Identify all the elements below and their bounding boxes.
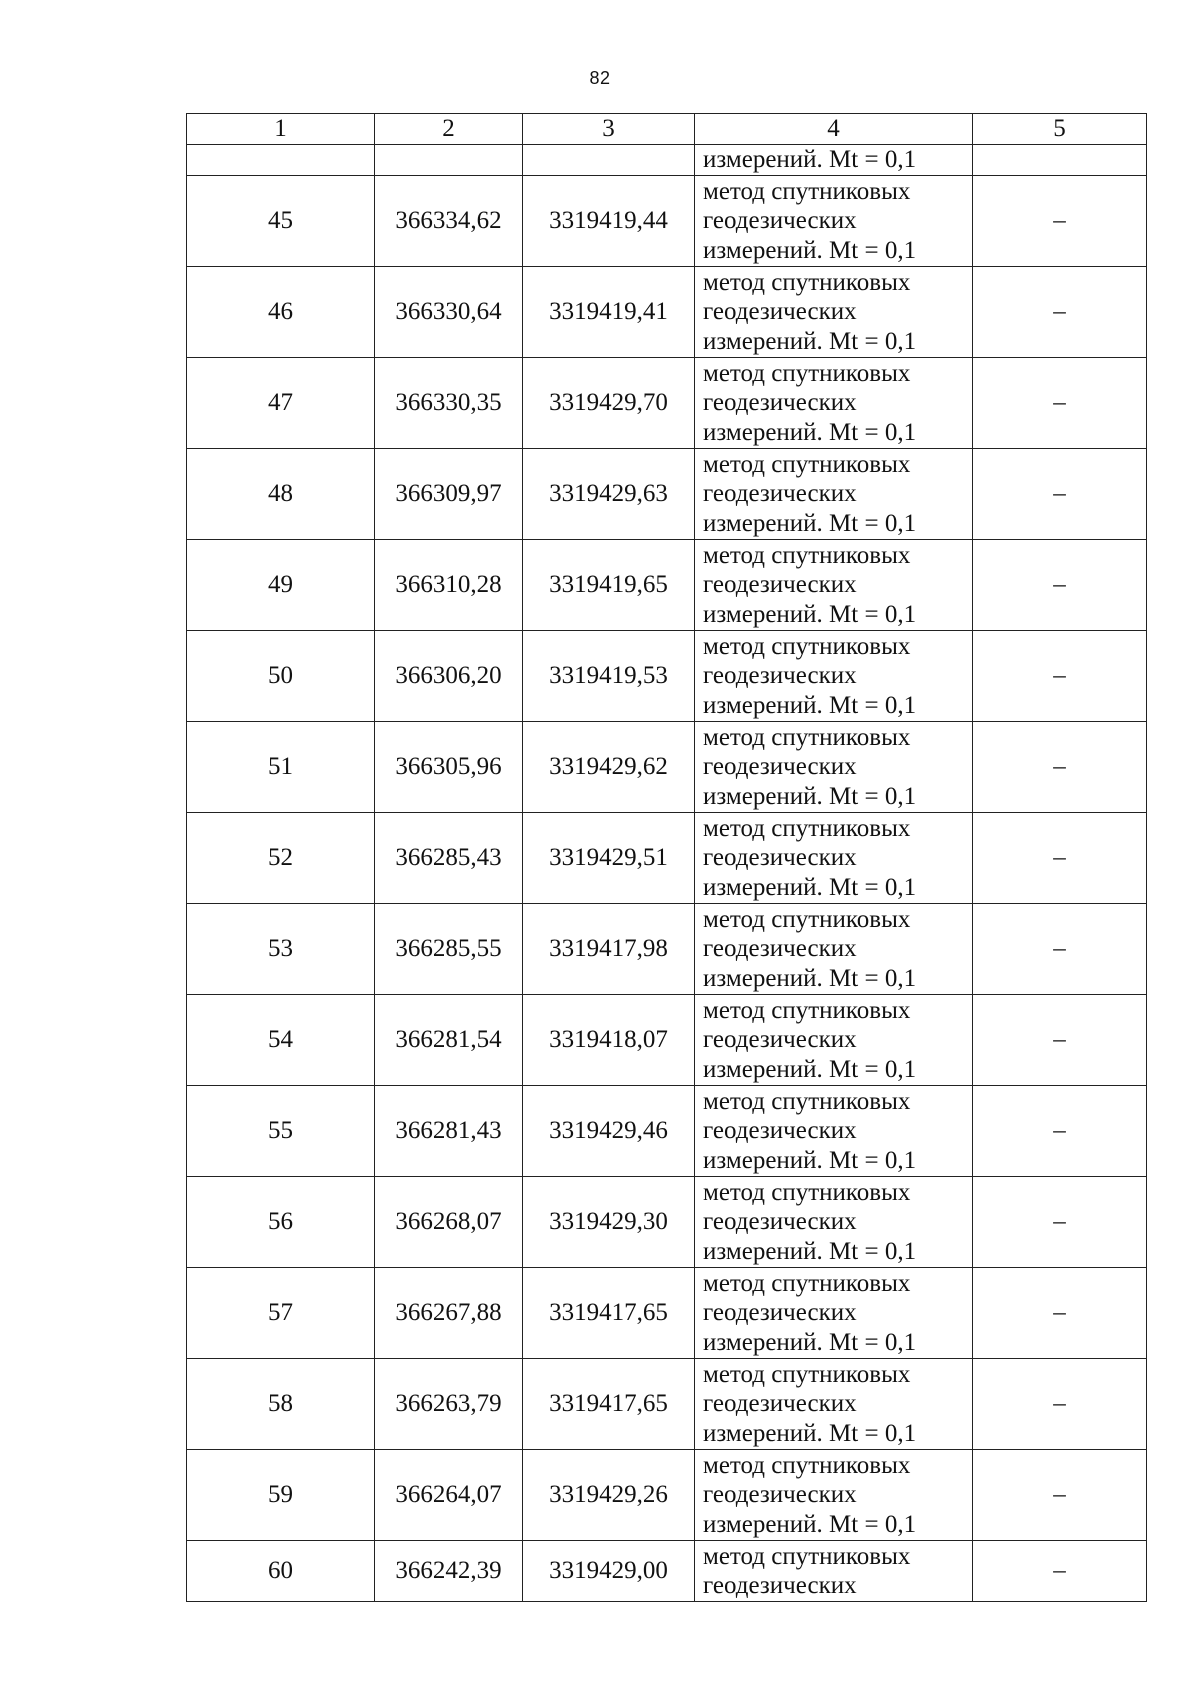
table-row: [187, 904, 1147, 995]
method-line: измерений. Mt = 0,1: [703, 509, 917, 537]
point-number: 52: [187, 813, 375, 904]
coord-x: 366309,97: [375, 449, 523, 540]
coord-y: 3319419,65: [523, 540, 695, 631]
coord-y: 3319429,51: [523, 813, 695, 904]
method-cell: [695, 813, 973, 904]
coord-y: 3319429,00: [523, 1541, 695, 1602]
method-cell: [695, 722, 973, 813]
method-line: геодезических: [703, 1208, 857, 1236]
table-row: [187, 1268, 1147, 1359]
method-cell: [695, 1086, 973, 1177]
note-cell: –: [973, 1359, 1147, 1450]
method-line: измерений. Mt = 0,1: [703, 1237, 917, 1265]
method-line: метод спутниковых: [703, 632, 911, 660]
cont-cell-2: [375, 145, 523, 176]
method-line: метод спутниковых: [703, 905, 911, 933]
coord-y: 3319417,98: [523, 904, 695, 995]
header-cell-5: 5: [973, 114, 1147, 145]
point-number: 53: [187, 904, 375, 995]
method-cell: [695, 631, 973, 722]
method-line: метод спутниковых: [703, 450, 911, 478]
method-line: метод спутниковых: [703, 177, 911, 205]
table-row: [187, 813, 1147, 904]
coord-y: 3319429,63: [523, 449, 695, 540]
header-cell-4: 4: [695, 114, 973, 145]
method-line: геодезических: [703, 844, 857, 872]
method-cell: [695, 1177, 973, 1268]
method-line: геодезических: [703, 298, 857, 326]
coord-x: 366334,62: [375, 176, 523, 267]
coord-x: 366263,79: [375, 1359, 523, 1450]
method-line: метод спутниковых: [703, 1451, 911, 1479]
method-line: метод спутниковых: [703, 1360, 911, 1388]
method-line: измерений. Mt = 0,1: [703, 1055, 917, 1083]
point-number: 56: [187, 1177, 375, 1268]
cont-cell-1: [187, 145, 375, 176]
method-line: геодезических: [703, 1572, 857, 1599]
point-number: 57: [187, 1268, 375, 1359]
cont-cell-5: [973, 145, 1147, 176]
coord-x: 366310,28: [375, 540, 523, 631]
point-number: 45: [187, 176, 375, 267]
point-number: 59: [187, 1450, 375, 1541]
coord-y: 3319419,41: [523, 267, 695, 358]
method-line: измерений. Mt = 0,1: [703, 1146, 917, 1174]
table-row: [187, 722, 1147, 813]
table-row: [187, 631, 1147, 722]
method-line: геодезических: [703, 571, 857, 599]
header-cell-3: 3: [523, 114, 695, 145]
coord-x: 366264,07: [375, 1450, 523, 1541]
method-line: геодезических: [703, 1481, 857, 1509]
table-row: [187, 995, 1147, 1086]
method-line: метод спутниковых: [703, 268, 911, 296]
coord-y: 3319419,53: [523, 631, 695, 722]
point-number: 54: [187, 995, 375, 1086]
point-number: 46: [187, 267, 375, 358]
note-cell: –: [973, 995, 1147, 1086]
coord-y: 3319429,26: [523, 1450, 695, 1541]
note-cell: –: [973, 631, 1147, 722]
method-cell: [695, 267, 973, 358]
point-number: 55: [187, 1086, 375, 1177]
method-cell: [695, 540, 973, 631]
method-line: метод спутниковых: [703, 1542, 911, 1570]
method-line: метод спутниковых: [703, 359, 911, 387]
coord-x: 366281,54: [375, 995, 523, 1086]
coord-y: 3319417,65: [523, 1359, 695, 1450]
note-cell: –: [973, 813, 1147, 904]
table-row: [187, 358, 1147, 449]
note-cell: –: [973, 1086, 1147, 1177]
note-cell: –: [973, 904, 1147, 995]
coord-x: 366305,96: [375, 722, 523, 813]
point-number: 58: [187, 1359, 375, 1450]
point-number: 51: [187, 722, 375, 813]
method-line: геодезических: [703, 1117, 857, 1145]
note-cell: –: [973, 176, 1147, 267]
method-cell: [695, 1268, 973, 1359]
method-line: геодезических: [703, 1299, 857, 1327]
table-row: [187, 540, 1147, 631]
note-cell: –: [973, 358, 1147, 449]
table-row: [187, 1086, 1147, 1177]
point-number: 49: [187, 540, 375, 631]
coord-x: 366242,39: [375, 1541, 523, 1602]
coord-y: 3319418,07: [523, 995, 695, 1086]
cont-method-cell: измерений. Mt = 0,1: [695, 145, 973, 176]
coord-y: 3319417,65: [523, 1268, 695, 1359]
method-line: измерений. Mt = 0,1: [703, 327, 917, 355]
method-cell: [695, 1359, 973, 1450]
method-cell: [695, 176, 973, 267]
method-line: метод спутниковых: [703, 1269, 911, 1297]
table-header-row: [187, 114, 1147, 145]
method-line: геодезических: [703, 753, 857, 781]
coord-y: 3319419,44: [523, 176, 695, 267]
coord-y: 3319429,70: [523, 358, 695, 449]
coord-y: 3319429,62: [523, 722, 695, 813]
method-line: геодезических: [703, 1390, 857, 1418]
method-cell: [695, 1541, 973, 1602]
table-row: [187, 1177, 1147, 1268]
table-row: [187, 449, 1147, 540]
table-row: [187, 176, 1147, 267]
coord-x: 366268,07: [375, 1177, 523, 1268]
coord-x: 366285,55: [375, 904, 523, 995]
method-cell: [695, 358, 973, 449]
method-line: измерений. Mt = 0,1: [703, 1510, 917, 1538]
note-cell: –: [973, 267, 1147, 358]
method-line: геодезических: [703, 389, 857, 417]
method-line: метод спутниковых: [703, 541, 911, 569]
note-cell: –: [973, 540, 1147, 631]
method-line: измерений. Mt = 0,1: [703, 873, 917, 901]
note-cell: –: [973, 1450, 1147, 1541]
method-line: геодезических: [703, 480, 857, 508]
method-line: измерений. Mt = 0,1: [703, 964, 917, 992]
method-line: геодезических: [703, 207, 857, 235]
header-cell-2: 2: [375, 114, 523, 145]
method-line: метод спутниковых: [703, 1087, 911, 1115]
coord-x: 366330,64: [375, 267, 523, 358]
point-number: 48: [187, 449, 375, 540]
method-line: геодезических: [703, 1026, 857, 1054]
header-cell-1: 1: [187, 114, 375, 145]
method-line: измерений. Mt = 0,1: [703, 782, 917, 810]
coord-x: 366306,20: [375, 631, 523, 722]
page-number: 82: [589, 68, 611, 88]
note-cell: –: [973, 449, 1147, 540]
coord-x: 366330,35: [375, 358, 523, 449]
method-line: метод спутниковых: [703, 1178, 911, 1206]
point-number: 60: [187, 1541, 375, 1602]
method-cell: [695, 1450, 973, 1541]
method-line: геодезических: [703, 662, 857, 690]
continuation-row: [187, 145, 1147, 176]
cont-cell-3: [523, 145, 695, 176]
table-row: [187, 267, 1147, 358]
note-cell: –: [973, 1268, 1147, 1359]
method-line: метод спутниковых: [703, 723, 911, 751]
method-line: измерений. Mt = 0,1: [703, 1328, 917, 1356]
method-line: измерений. Mt = 0,1: [703, 600, 917, 628]
coord-x: 366267,88: [375, 1268, 523, 1359]
method-line: метод спутниковых: [703, 996, 911, 1024]
method-line: измерений. Mt = 0,1: [703, 418, 917, 446]
method-line: метод спутниковых: [703, 814, 911, 842]
method-line: измерений. Mt = 0,1: [703, 1419, 917, 1447]
point-number: 50: [187, 631, 375, 722]
table-row-last: [187, 1541, 1147, 1602]
note-cell: –: [973, 722, 1147, 813]
table-row: [187, 1359, 1147, 1450]
method-cell: [695, 904, 973, 995]
note-cell: –: [973, 1177, 1147, 1268]
table-row: [187, 1450, 1147, 1541]
method-cell: [695, 995, 973, 1086]
coordinates-table: [186, 113, 1147, 1602]
method-line: измерений. Mt = 0,1: [703, 236, 917, 264]
coord-x: 366285,43: [375, 813, 523, 904]
method-cell: [695, 449, 973, 540]
note-cell: –: [973, 1541, 1147, 1602]
method-line: измерений. Mt = 0,1: [703, 691, 917, 719]
coord-x: 366281,43: [375, 1086, 523, 1177]
method-line: геодезических: [703, 935, 857, 963]
point-number: 47: [187, 358, 375, 449]
coord-y: 3319429,30: [523, 1177, 695, 1268]
coord-y: 3319429,46: [523, 1086, 695, 1177]
